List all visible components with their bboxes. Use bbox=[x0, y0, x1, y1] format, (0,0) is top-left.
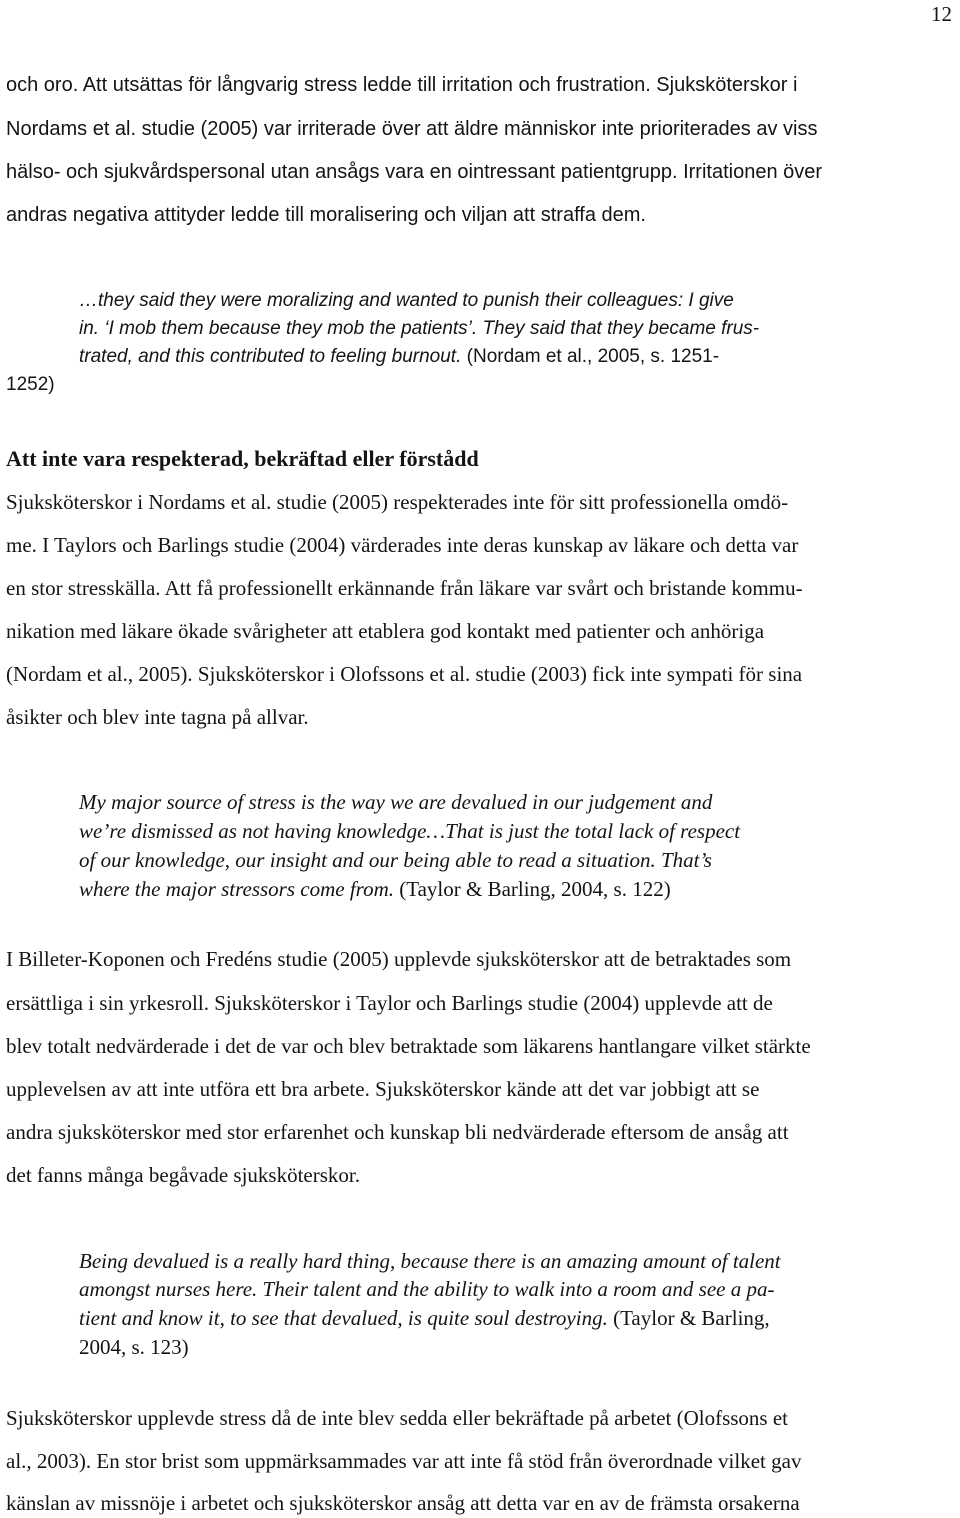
body-line: al., 2003). En stor brist som uppmärksammades var att inte få stöd från överordnade vilket gav bbox=[6, 1449, 802, 1473]
body-line: andra sjuksköterskor med stor erfarenhet och kunskap bli nedvärderade eftersom de ansåg att bbox=[6, 1120, 789, 1144]
quote-italic-text: trated, and this contributed to feeling burnout. bbox=[79, 346, 462, 367]
block-quote-line bbox=[79, 344, 719, 370]
body-line: hälso- och sjukvårdspersonal utan ansågs vara en ointressant patientgrupp. Irritationen över bbox=[6, 161, 823, 183]
body-line: åsikter och blev inte tagna på allvar. bbox=[6, 705, 309, 729]
block-quote-line bbox=[79, 288, 734, 314]
body-line: (Nordam et al., 2005). Sjuksköterskor i Olofssons et al. studie (2003) fick inte sympati för sina bbox=[6, 662, 803, 686]
body-line: Nordams et al. studie (2005) var irriterade över att äldre människor inte prioriterades av viss bbox=[6, 118, 818, 140]
quote-citation: 2004, s. 123) bbox=[79, 1335, 189, 1359]
block-quote-line bbox=[79, 789, 712, 815]
block-quote-line bbox=[79, 847, 712, 873]
block-quote-line bbox=[79, 876, 671, 902]
quote-italic-text: My major source of stress is the way we are devalued in our judgement and bbox=[79, 790, 713, 814]
quote-citation: (Nordam et al., 2005, s. 1251- bbox=[461, 346, 720, 367]
block-quote-line bbox=[79, 1334, 189, 1360]
quote-italic-text: in. ‘I mob them because they mob the patients’. They said that they became frus- bbox=[79, 318, 760, 339]
body-line: I Billeter-Koponen och Fredéns studie (2005) upplevde sjuksköterskor att de betraktades som bbox=[6, 947, 792, 971]
body-line: upplevelsen av att inte utföra ett bra arbete. Sjuksköterskor kände att det var jobbigt att se bbox=[6, 1077, 760, 1101]
block-quote-line bbox=[79, 1248, 781, 1274]
block-quote-line bbox=[79, 1305, 770, 1331]
body-line: Sjuksköterskor i Nordams et al. studie (2005) respekterades inte för sitt professionella omdö- bbox=[6, 490, 789, 514]
block-quote-line bbox=[79, 1276, 774, 1302]
block-quote-line bbox=[79, 818, 740, 844]
body-line: Sjuksköterskor upplevde stress då de inte blev sedda eller bekräftade på arbetet (Olofssons et bbox=[6, 1406, 789, 1430]
body-line: nikation med läkare ökade svårigheter att etablera god kontakt med patienter och anhöriga bbox=[6, 619, 765, 643]
body-line: och oro. Att utsättas för långvarig stress ledde till irritation och frustration. Sjuksköterskor i bbox=[6, 74, 798, 96]
block-quote-line bbox=[6, 372, 55, 398]
quote-italic-text: …they said they were moralizing and wanted to punish their colleagues: I give bbox=[79, 290, 734, 311]
quote-citation: (Taylor & Barling, 2004, s. 122) bbox=[393, 877, 671, 901]
block-quote-line bbox=[79, 316, 759, 342]
quote-italic-text: where the major stressors come from. bbox=[79, 877, 394, 901]
body-line: känslan av missnöje i arbetet och sjuksköterskor ansåg att detta var en av de främsta orsakerna bbox=[6, 1491, 800, 1515]
quote-italic-text: Being devalued is a really hard thing, because there is an amazing amount of talent bbox=[79, 1249, 781, 1273]
body-line: blev totalt nedvärderade i det de var och blev betraktade som läkarens hantlangare vilket stärkte bbox=[6, 1034, 811, 1058]
quote-citation: (Taylor & Barling, bbox=[607, 1306, 770, 1330]
body-line: me. I Taylors och Barlings studie (2004) värderades inte deras kunskap av läkare och detta var bbox=[6, 533, 799, 557]
quote-italic-text: amongst nurses here. Their talent and the ability to walk into a room and see a pa- bbox=[79, 1277, 775, 1301]
body-line: en stor stresskälla. Att få professionellt erkännande från läkare var svårt och bristande kommu- bbox=[6, 576, 803, 600]
quote-citation: 1252) bbox=[6, 374, 55, 395]
page-number: 12 bbox=[931, 2, 952, 26]
quote-italic-text: of our knowledge, our insight and our being able to read a situation. That’s bbox=[79, 848, 712, 872]
body-line: ersättliga i sin yrkesroll. Sjuksköterskor i Taylor och Barlings studie (2004) upplevde att de bbox=[6, 991, 773, 1015]
quote-italic-text: tient and know it, to see that devalued, is quite soul destroying. bbox=[79, 1306, 608, 1330]
body-line: det fanns många begåvade sjuksköterskor. bbox=[6, 1163, 360, 1187]
body-line: andras negativa attityder ledde till moralisering och viljan att straffa dem. bbox=[6, 204, 646, 226]
section-heading: Att inte vara respekterad, bekräftad eller förstådd bbox=[6, 446, 479, 471]
quote-italic-text: we’re dismissed as not having knowledge…That is just the total lack of respect bbox=[79, 819, 741, 843]
